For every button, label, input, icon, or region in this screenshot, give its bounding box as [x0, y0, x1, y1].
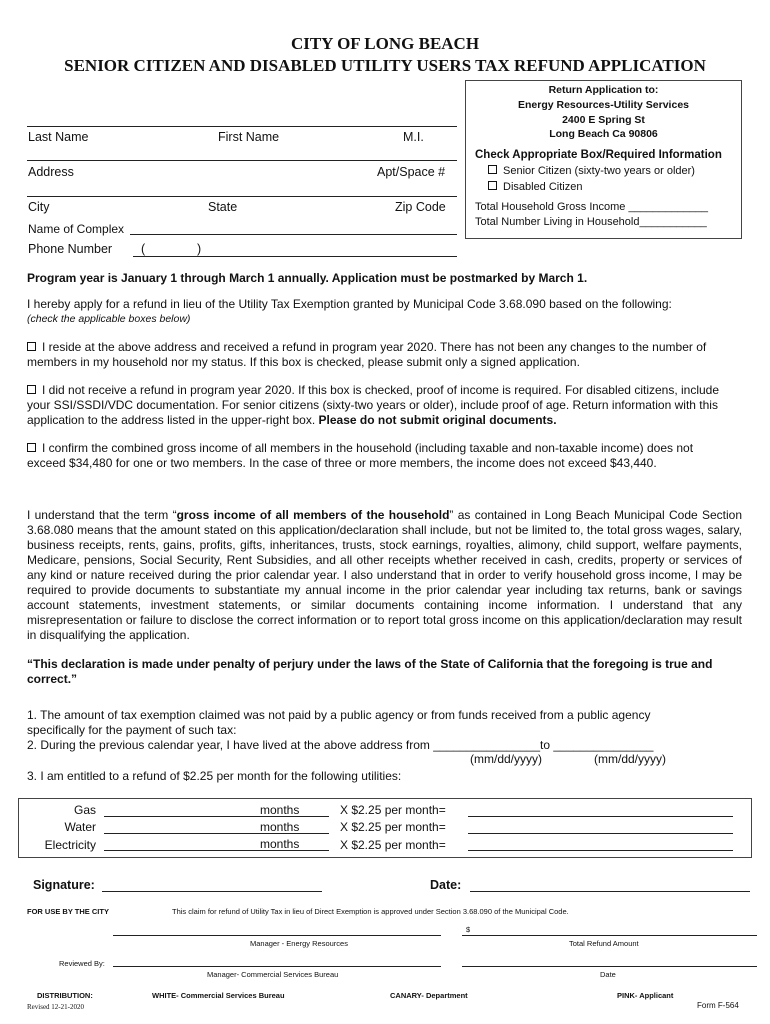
utility-electricity-total-line[interactable] — [468, 850, 733, 851]
zip-label: Zip Code — [395, 200, 446, 214]
state-label: State — [208, 200, 238, 214]
manager-energy-line[interactable] — [113, 935, 441, 936]
phone-line[interactable] — [133, 256, 457, 257]
utility-water-total-line[interactable] — [468, 833, 733, 834]
utility-gas-label: Gas — [73, 803, 96, 817]
perjury-declaration: “This declaration is made under penalty of perjury under the laws of the State of California that the foregoing is true and correct.” — [27, 657, 713, 686]
utility-gas-months: months — [260, 803, 300, 817]
utility-electricity-months: months — [260, 837, 300, 851]
name-line[interactable] — [27, 126, 457, 127]
distribution-canary: CANARY- Department — [390, 991, 468, 1000]
disabled-checkbox[interactable] — [488, 181, 497, 190]
check-option-2-bold: Please do not submit original documents. — [318, 413, 557, 427]
check-option-3-text: I confirm the combined gross income of all members in the household (including taxable and non-taxable income) does not exceed $34,480 for one or two members. In the case of three or more members, the income does not exceed $43,440. — [27, 441, 694, 470]
understanding-pre: I understand that the term “ — [27, 508, 177, 522]
last-name-label: Last Name — [28, 130, 89, 144]
first-name-label: First Name — [218, 130, 280, 144]
item-3: 3. I am entitled to a refund of $2.25 per month for the following utilities: — [27, 769, 402, 783]
gross-income-field[interactable]: Total Household Gross Income _____________ — [475, 201, 708, 213]
checkbox-2[interactable] — [27, 385, 36, 394]
check-heading: Check Appropriate Box/Required Information — [475, 149, 722, 161]
date-label: Date: — [430, 878, 462, 892]
city-line[interactable] — [27, 196, 457, 197]
return-line-3: Long Beach Ca 90806 — [549, 128, 658, 140]
distribution-label: DISTRIBUTION: — [37, 991, 93, 1000]
checkbox-1[interactable] — [27, 342, 36, 351]
address-line[interactable] — [27, 160, 457, 161]
reviewed-by-label: Reviewed By: — [59, 959, 105, 968]
check-option-2-text: I did not receive a refund in program year 2020. If this box is checked, proof of income is required. For disabled citizens, include your SSI/SSDI/VDC documentation. For senior citizens (sixty-two years or older), include proof of age. Return information with this application to the address listed in the upper-right box. — [27, 383, 720, 427]
phone-label: Phone Number — [28, 242, 113, 256]
checkbox-3[interactable] — [27, 443, 36, 452]
phone-open-paren: ( — [141, 242, 146, 256]
date-format-1: (mm/dd/yyyy) — [470, 752, 542, 766]
understanding-post: ” as contained in Long Beach Municipal Code Section 3.68.080 means that the amount stated on this application/declaration shall include, but not be limited to, the total gross wages, salary, business receipts, rents, gains, profits, gifts, inheritances, trusts, stock earnings, royalties, alimony, child support, welfare payments, Medicare, pensions, Social Security, Rent Subsidies, and all other receipts whether received in cash, credits, property or services of any kind or nature received during the prior calendar year. I also understand that in order to verify household gross income, I may be required to provide documents to substantiate my annual income in the prior calendar year including tax returns, bank or savings account statements, investment statements, or similar documents containing income information. I understand that any misrepresentation or failure to disclose the correct information or to report total gross income on this application/declaration may result in disqualifying the application. — [27, 508, 743, 642]
review-date-label: Date — [600, 970, 616, 979]
reviewed-by-line[interactable] — [113, 966, 441, 967]
form-subtitle: SENIOR CITIZEN AND DISABLED UTILITY USERS TAX REFUND APPLICATION — [64, 56, 706, 75]
mi-label: M.I. — [403, 130, 424, 144]
dollar-sign: $ — [466, 925, 471, 934]
return-line-2: 2400 E Spring St — [562, 114, 645, 126]
phone-close-paren: ) — [197, 242, 202, 256]
apply-note: (check the applicable boxes below) — [27, 313, 191, 325]
date-format-2: (mm/dd/yyyy) — [594, 752, 666, 766]
utility-water-label: Water — [64, 820, 96, 834]
form-title: CITY OF LONG BEACH — [290, 34, 480, 53]
return-heading: Return Application to: — [548, 84, 659, 96]
utility-gas-total-line[interactable] — [468, 816, 733, 817]
signature-label: Signature: — [33, 878, 95, 892]
for-city-label: FOR USE BY THE CITY — [27, 907, 109, 916]
senior-option[interactable] — [488, 165, 695, 177]
address-label: Address — [28, 165, 74, 179]
understanding-paragraph — [27, 508, 742, 643]
review-date-line[interactable] — [462, 966, 757, 967]
understanding-bold: gross income of all members of the household — [176, 508, 450, 522]
manager-commercial-label: Manager- Commercial Services Bureau — [207, 970, 339, 979]
approval-claim: This claim for refund of Utility Tax in lieu of Direct Exemption is approved under Section 3.68.090 of the Municipal Code. — [172, 907, 569, 916]
manager-energy-label: Manager - Energy Resources — [250, 939, 348, 948]
complex-line[interactable] — [130, 234, 457, 235]
form-number: Form F-564 — [697, 1001, 739, 1010]
total-refund-label: Total Refund Amount — [569, 939, 639, 948]
return-line-1: Energy Resources-Utility Services — [518, 99, 689, 111]
refund-amount-line[interactable] — [462, 935, 757, 936]
complex-label: Name of Complex — [28, 222, 125, 236]
household-count-field[interactable]: Total Number Living in Household___________ — [475, 216, 707, 228]
revised-date: Revised 12-21-2020 — [27, 1003, 84, 1011]
utility-water-months: months — [260, 820, 300, 834]
item-2[interactable]: 2. During the previous calendar year, I have lived at the above address from ________________to _______________ — [27, 738, 654, 752]
check-option-3[interactable] — [27, 441, 732, 471]
disabled-option[interactable] — [488, 181, 582, 193]
utility-water-rate: X $2.25 per month= — [340, 820, 446, 834]
signature-line[interactable] — [102, 891, 322, 892]
date-line[interactable] — [470, 891, 750, 892]
senior-label: Senior Citizen (sixty-two years or older) — [503, 165, 695, 177]
distribution-pink: PINK- Applicant — [617, 991, 674, 1000]
apt-label: Apt/Space # — [377, 165, 446, 179]
item-1: 1. The amount of tax exemption claimed was not paid by a public agency or from funds received from a public agency specifically for the payment of such tax: — [27, 708, 651, 737]
program-year-note: Program year is January 1 through March 1 annually. Application must be postmarked by March 1. — [27, 271, 588, 285]
utility-electricity-rate: X $2.25 per month= — [340, 838, 446, 852]
distribution-white: WHITE- Commercial Services Bureau — [152, 991, 285, 1000]
check-option-1[interactable] — [27, 340, 732, 370]
disabled-label: Disabled Citizen — [503, 181, 583, 193]
senior-checkbox[interactable] — [488, 165, 497, 174]
apply-text: I hereby apply for a refund in lieu of the Utility Tax Exemption granted by Municipal Code 3.68.090 based on the following: — [27, 297, 672, 311]
utility-gas-rate: X $2.25 per month= — [340, 803, 446, 817]
city-label: City — [28, 200, 50, 214]
check-option-1-text: I reside at the above address and received a refund in program year 2020. There has not been any changes to the number of members in my household nor my status. If this box is checked, please submit only a signed application. — [27, 340, 707, 369]
utility-electricity-label: Electricity — [44, 838, 96, 852]
check-option-2[interactable] — [27, 383, 742, 428]
